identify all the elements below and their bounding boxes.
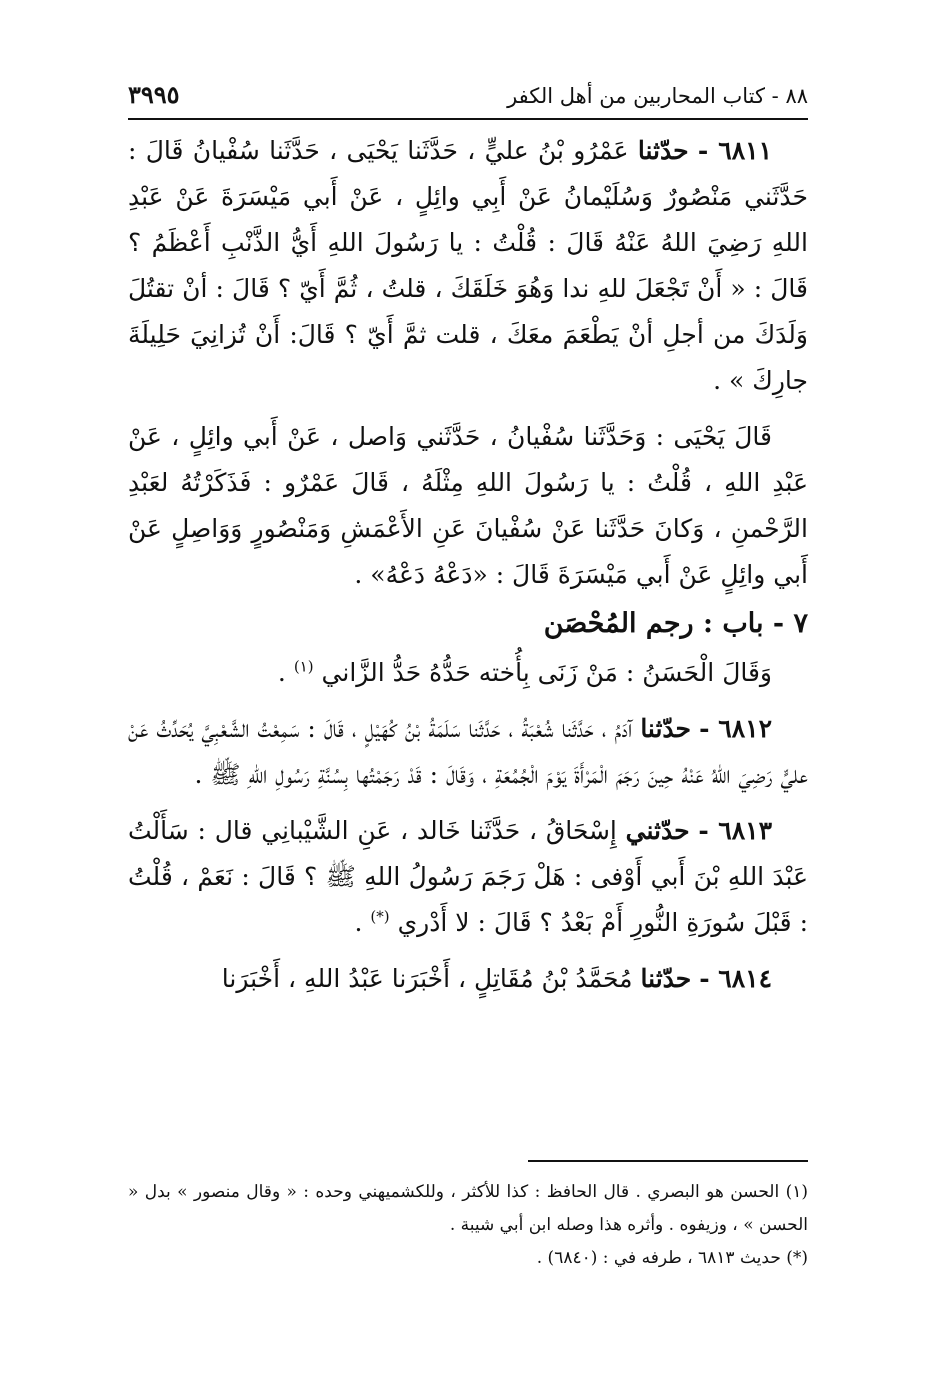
- chapter-title: ٨٨ - كتاب المحاربين من أهل الكفر: [507, 84, 808, 108]
- chapter-heading: ٧ - باب : رجم المُحْصَن: [543, 608, 808, 639]
- hadith-lead: حدّثنا: [640, 714, 692, 743]
- footnote-rule: [528, 1160, 808, 1162]
- hadith-lead: حدّثنا: [640, 964, 692, 993]
- hadith-number: ٦٨١٣ -: [698, 816, 772, 845]
- hadith-end: .: [354, 908, 371, 937]
- hadith-text: عَمْرُو بْنُ عليٍّ ، حَدَّثَنا يَحْيَى ، حَدَّثَنا سُفْيانُ قَالَ : حَدَّثَني مَنْصُورٌ وَسُلَيْمانُ عَنْ أَبِي وائِلٍ ، عَنْ أَبي مَيْسَرَةَ عَنْ عَبْدِ اللهِ رَضِيَ اللهُ عَنْهُ قَالَ : قُلْتُ : يا رَسُولَ اللهِ أَيُّ الذَّنْبِ أَعْظَمُ ؟ قَالَ : « أَنْ تَجْعَلَ للهِ ندا وَهُوَ خَلَقَكَ ، قلتُ ، ثُمَّ أَيّ ؟ قَالَ : أنْ تقتُلَ وَلَدَكَ من أجلِ أنْ يَطْعَمَ معَكَ ، قلت ثمَّ أَيّ ؟ قَالَ: أَنْ تُزانِيَ حَلِيلَةَ جارِكَ » .: [128, 136, 808, 395]
- hadith-6811-continuation: قَالَ يَحْيَى : وَحَدَّثَنا سُفْيانُ ، حَدَّثَني وَاصل ، عَنْ أَبي وائِلٍ ، عَنْ عَبْدِ اللهِ ، قُلْتُ : يا رَسُولَ اللهِ مِثْلَهُ ، قَالَ عَمْرٌو : فَذَكَرْتُهُ لعَبْدِ الرَّحْمنِ ، وَكانَ حَدَّثَنا عَنْ سُفْيانَ عَنِ الأَعْمَشِ وَمَنْصُورٍ وَوَاصِلٍ عَنْ أَبي وائِلٍ عَنْ أَبي مَيْسَرَةَ قَالَ : «دَعْهُ دَعْهُ» .: [128, 422, 808, 589]
- footnote-2: (*) حديث ٦٨١٣ ، طرفه في : (٦٨٤٠) .: [536, 1248, 808, 1268]
- hadith-lead: حدّثني: [625, 816, 690, 845]
- footnote-marker-1[interactable]: (١): [293, 657, 314, 676]
- hadith-6813: [128, 808, 808, 946]
- hasan-quote: [128, 650, 808, 696]
- quote-end: .: [277, 658, 294, 687]
- hadith-6814: [128, 956, 808, 1002]
- header-rule: [128, 118, 808, 120]
- running-header: [128, 80, 808, 116]
- hadith-number: ٦٨١٢ -: [699, 714, 772, 743]
- page: [128, 80, 808, 1002]
- footnote-marker-star[interactable]: (*): [370, 907, 390, 926]
- hadith-lead: حدّثنا: [637, 136, 689, 165]
- page-number: ٣٩٩٥: [128, 80, 180, 109]
- hadith-text: مُحَمَّدُ بْنُ مُقَاتِلٍ ، أَخْبَرَنا عَبْدُ اللهِ ، أَخْبَرَنا: [221, 964, 633, 993]
- hadith-number: ٦٨١١ -: [697, 136, 773, 165]
- footnote-1: (١) الحسن هو البصري . قال الحافظ : كذا للأكثر ، وللكشميهني وحده : « وقال منصور » بدل « الحسن » ، وزيفوه . وأثره هذا وصله ابن أبي شيبة .: [128, 1182, 808, 1235]
- main-text: [128, 128, 808, 1002]
- hadith-text: إِسْحَاقُ ، حَدَّثَنا خَالد ، عَنِ الشَّيْبانِي قال : سَأَلْتُ عَبْدَ اللهِ بْنَ أَبي أَوْفى : هَلْ رَجَمَ رَسُولُ اللهِ ﷺ ؟ قَالَ : نَعَمْ ، قُلْتُ : قَبْلَ سُورَةِ النُّورِ أَمْ بَعْدُ ؟ قَالَ : لا أَدْري: [128, 816, 808, 937]
- hadith-6811: [128, 128, 808, 404]
- hadith-text: آدَمُ ، حَدَّثَنا شُعْبَةُ ، حَدَّثَنا سَلَمَةُ بْنُ كُهَيْلٍ ، قَالَ : سَمِعْتُ الشَّعْبِيَّ يُحَدِّثُ عَنْ عليٍّ رَضِيَ اللهُ عَنْهُ حِينَ رَجَمَ الْمَرْأَةَ يَوْمَ الْجُمُعَةِ ، وَقَالَ : قَدْ رَجَمْتُها بِسُنَّةِ رَسُولِ اللهِ ﷺ .: [128, 714, 808, 789]
- hadith-6812: [128, 706, 808, 798]
- hadith-number: ٦٨١٤ -: [699, 964, 772, 993]
- footnotes: [128, 1176, 808, 1275]
- quote-text: وَقَالَ الْحَسَنُ : مَنْ زَنَى بِأُخته حَدُّهُ حَدُّ الزَّاني: [321, 658, 772, 687]
